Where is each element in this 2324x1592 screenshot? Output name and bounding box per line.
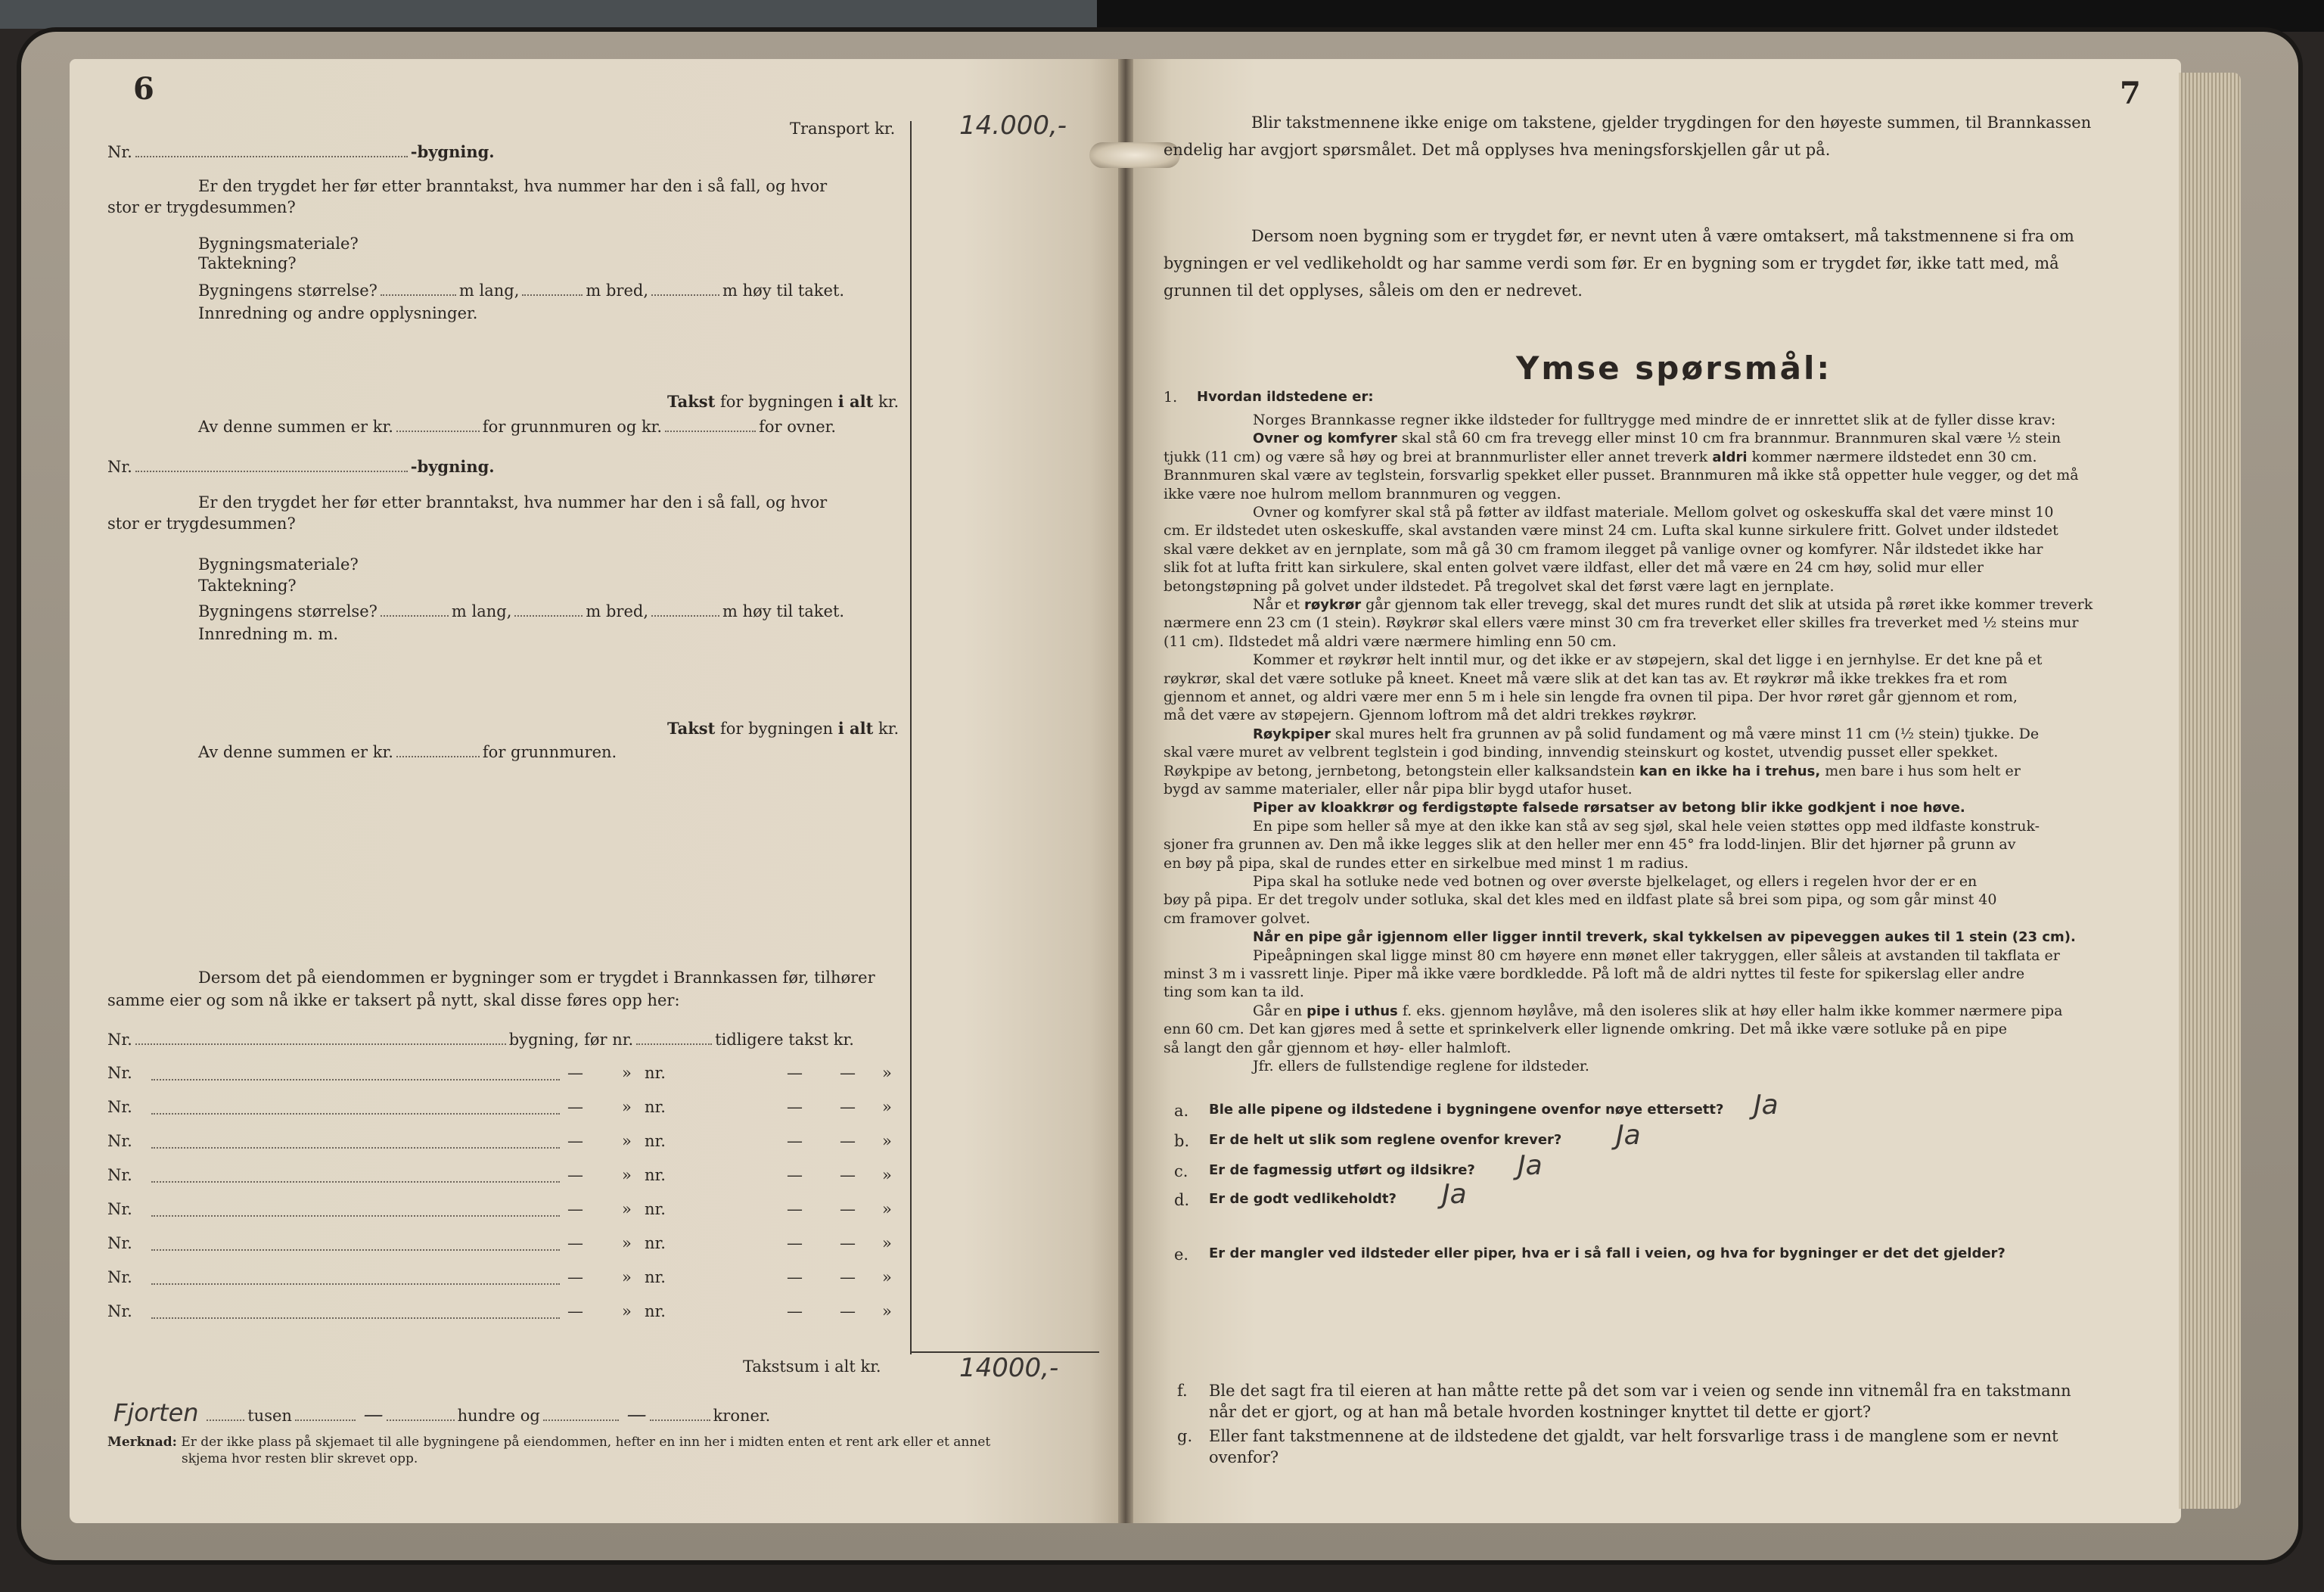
block1-question-1: Er den trygdet her før etter branntakst, hva nummer har den i så fall, og hvor bbox=[198, 177, 828, 195]
rule-line: Ovner og komfyrer skal stå på føtter av ildfast materiale. Mellom golvet og oskeskuffa skal det være minst 10 bbox=[1253, 504, 2054, 521]
rule-line: nærmere enn 23 cm (1 stein). Røykrør skal ellers være minst 30 cm fra treverket eller skilles fra treverket med ½ steins mur bbox=[1164, 614, 2079, 632]
rule-line: tjukk (11 cm) og være så høy og brei at brannmurlister eller annet treverk aldri kommer nærmere ildstedet enn 30 cm. bbox=[1164, 448, 2037, 465]
intro1-line2: endelig har avgjort spørsmålet. Det må opplyses hva meningsforskjellen går ut på. bbox=[1164, 141, 1831, 159]
rule-line: skal være muret av velbrent teglstein i god binding, innvendig steinskurt og kostet, utvendig pusset eller spekket. bbox=[1164, 744, 1999, 761]
question-letter: d. bbox=[1174, 1191, 1190, 1209]
rule-line: Pipa skal ha sotluke nede ved botnen og over øverste bjelkelaget, og ellers i regelen hvor der er en bbox=[1253, 873, 1978, 890]
prior-row-ditto-2: » bbox=[882, 1234, 892, 1252]
block1-material: Bygningsmateriale? bbox=[198, 235, 359, 253]
block1-question-2: stor er trygdesummen? bbox=[107, 198, 296, 216]
book-gutter bbox=[1118, 59, 1133, 1523]
rule-line: cm. Er ildstedet uten oskeskuffe, skal avstanden være minst 24 cm. Lufta skal kunne sirkulere fritt. Golvet under ildstedet bbox=[1164, 522, 2058, 539]
top-strip bbox=[0, 0, 1097, 29]
transport-label: Transport kr. bbox=[790, 120, 896, 138]
prior-row-ditto-2: » bbox=[882, 1132, 892, 1150]
prior-row-dash-1: — bbox=[787, 1132, 803, 1150]
prior-row-ditto-2: » bbox=[882, 1268, 892, 1286]
top-shadow bbox=[1097, 0, 2324, 32]
question-g-line2: ovenfor? bbox=[1209, 1448, 1279, 1466]
prior-row-dash-2: — bbox=[840, 1200, 856, 1218]
rule-line: Pipeåpningen skal ligge minst 80 cm høyere enn mønet eller takryggen, eller såleis at avstanden til takflata er bbox=[1253, 947, 2060, 964]
prior-row-dash: — bbox=[567, 1268, 583, 1286]
rule-line: ikke være noe hulrom mellom brannmuren og veggen. bbox=[1164, 485, 1561, 502]
transport-value: 14.000,- bbox=[959, 110, 1067, 141]
prior-row-dotline bbox=[151, 1113, 560, 1115]
block2-question-2: stor er trygdesummen? bbox=[107, 515, 296, 533]
question-letter: e. bbox=[1174, 1245, 1189, 1264]
amount-words-handwritten: Fjorten bbox=[113, 1398, 199, 1427]
block2-roof: Taktekning? bbox=[198, 577, 297, 595]
block1-nr: Nr. -bygning. bbox=[107, 142, 495, 161]
prior-row-dotline bbox=[151, 1215, 560, 1217]
rule-line: Når en pipe går igjennom eller ligger inntil treverk, skal tykkelsen av pipeveggen aukes til 1 stein (23 cm). bbox=[1253, 929, 2076, 946]
handwritten-answer: Ja bbox=[1616, 1120, 1641, 1151]
rule-line: Røykpiper skal mures helt fra grunnen av på solid fundament og må være minst 11 cm (½ stein) tjukke. De bbox=[1253, 725, 2040, 742]
rule-line: Norges Brannkasse regner ikke ildsteder for fulltrygge med mindre de er innrettet slik at de fyller disse krav: bbox=[1253, 412, 2056, 428]
block2-question-1: Er den trygdet her før etter branntakst, hva nummer har den i så fall, og hvor bbox=[198, 493, 828, 511]
rule-line: ting som kan ta ild. bbox=[1164, 984, 1304, 1001]
prior-row-nr: Nr. bbox=[107, 1234, 132, 1252]
prior-row-dash-2: — bbox=[840, 1098, 856, 1116]
prior-text-2: samme eier og som nå ikke er taksert på nytt, skal disse føres opp her: bbox=[107, 991, 680, 1009]
prior-row-nr-label: nr. bbox=[645, 1234, 666, 1252]
handwritten-answer: Ja bbox=[1518, 1150, 1543, 1181]
question-letter: a. bbox=[1174, 1102, 1189, 1120]
rule-line: Ovner og komfyrer skal stå 60 cm fra trevegg eller minst 10 cm fra brannmur. Brannmuren skal være ½ stein bbox=[1253, 430, 2061, 447]
question-f-line2: når det er gjort, og at han må betale hvorden kostninger knyttet til dette er gjort? bbox=[1209, 1403, 1872, 1421]
prior-row-dash: — bbox=[567, 1234, 583, 1252]
intro2-line1: Dersom noen bygning som er trygdet før, er nevnt uten å være omtaksert, må takstmennene si fra om bbox=[1251, 227, 2074, 245]
question-text: Ble alle pipene og ildstedene i bygningene ovenfor nøye ettersett? bbox=[1209, 1102, 1724, 1118]
rule-line: En pipe som heller så mye at den ikke kan stå av seg sjøl, skal hele veien støttes opp med ildfaste konstruk- bbox=[1253, 817, 2040, 835]
prior-row-nr-label: nr. bbox=[645, 1098, 666, 1116]
prior-row: Nr. bygning, før nr. tidligere takst kr. bbox=[107, 1031, 854, 1049]
rule-line: (11 cm). Ildstedet må aldri være nærmere himling enn 50 cm. bbox=[1164, 633, 1617, 650]
note: Merknad: Er der ikke plass på skjemaet til alle bygningene på eiendommen, hefter en inn her i midten enten et rent ark eller et annet bbox=[107, 1435, 991, 1450]
prior-text-1: Dersom det på eiendommen er bygninger som er trygdet i Brannkassen før, tilhører bbox=[198, 969, 875, 987]
rule-line: enn 60 cm. Det kan gjøres med å sette et sprinkelverk eller lignende omkring. Det må ikke være sotluke på en pipe bbox=[1164, 1021, 2008, 1038]
page-number-right: 7 bbox=[2120, 76, 2141, 111]
prior-row-nr-label: nr. bbox=[645, 1166, 666, 1184]
block2-sum: Av denne summen er kr. for grunnmuren. bbox=[198, 743, 617, 761]
prior-row-nr-label: nr. bbox=[645, 1132, 666, 1150]
rule-line: sjoner fra grunnen av. Den må ikke legges slik at den heller mer enn 45° fra lodd-linjen. Blir det hjørner på grunn av bbox=[1164, 836, 2016, 854]
question-f-line1: Ble det sagt fra til eieren at han måtte rette på det som var i veien og sende inn vitnemål fra en takstmann bbox=[1209, 1382, 2071, 1400]
rule-line: skal være dekket av en jernplate, som må gå 30 cm framom ilegget på vanlige ovner og komfyrer. Når ildstedet ikke har bbox=[1164, 540, 2043, 558]
prior-row-dash-1: — bbox=[787, 1200, 803, 1218]
prior-row-dash: — bbox=[567, 1302, 583, 1320]
block2-size: Bygningens størrelse? m lang, m bred, m høy til taket. bbox=[198, 602, 845, 620]
prior-row-dash-1: — bbox=[787, 1166, 803, 1184]
total-value: 14000,- bbox=[959, 1353, 1059, 1383]
question-text: Er de helt ut slik som reglene ovenfor krever? bbox=[1209, 1132, 1562, 1148]
question-text: Er de godt vedlikeholdt? bbox=[1209, 1191, 1397, 1207]
prior-row-dash: — bbox=[567, 1098, 583, 1116]
prior-row-dash-1: — bbox=[787, 1064, 803, 1082]
question-letter: b. bbox=[1174, 1132, 1190, 1150]
rule-line: Røykpipe av betong, jernbetong, betongstein eller kalksandstein kan en ikke ha i trehus, men bare i hus som helt er bbox=[1164, 762, 2021, 779]
question-letter: c. bbox=[1174, 1162, 1188, 1180]
prior-row-ditto: » bbox=[622, 1132, 632, 1150]
question-g-line1: Eller fant takstmennene at de ildstedene det gjaldt, var helt forsvarlige trass i de manglene som er nevnt bbox=[1209, 1427, 2058, 1445]
rule-line: betongstøpning på golvet under ildstedet. På tregolvet skal det først være lagt en jernplate. bbox=[1164, 577, 1835, 595]
prior-row-ditto-2: » bbox=[882, 1302, 892, 1320]
intro1-line1: Blir takstmennene ikke enige om takstene, gjelder trygdingen for den høyeste summen, til Brannkassen bbox=[1251, 113, 2092, 132]
block2-material: Bygningsmateriale? bbox=[198, 555, 359, 574]
prior-row-nr: Nr. bbox=[107, 1098, 132, 1116]
note-line-2: skjema hvor resten blir skrevet opp. bbox=[182, 1451, 418, 1466]
block1-interior: Innredning og andre opplysninger. bbox=[198, 304, 478, 322]
prior-row-ditto-2: » bbox=[882, 1166, 892, 1184]
prior-row-ditto-2: » bbox=[882, 1200, 892, 1218]
rule-line: en bøy på pipa, skal de rundes etter en sirkelbue med minst 1 m radius. bbox=[1164, 854, 1689, 872]
prior-row-nr: Nr. bbox=[107, 1132, 132, 1150]
prior-row-nr-label: nr. bbox=[645, 1302, 666, 1320]
page-edges bbox=[2179, 73, 2241, 1509]
prior-row-nr: Nr. bbox=[107, 1302, 132, 1320]
rule-line: cm framover golvet. bbox=[1164, 909, 1311, 927]
total-label: Takstsum i alt kr. bbox=[743, 1357, 881, 1376]
prior-row-ditto: » bbox=[622, 1166, 632, 1184]
block1-takst: Takst for bygningen i alt kr. bbox=[667, 392, 899, 411]
block2-nr: Nr. -bygning. bbox=[107, 457, 495, 476]
prior-row-nr: Nr. bbox=[107, 1064, 132, 1082]
rule-line: gjennom et annet, og aldri være mer enn 5 m i hele sin lengde fra ovnen til pipa. Der hvor røret går gjennom et rom, bbox=[1164, 689, 2018, 705]
prior-row-ditto: » bbox=[622, 1268, 632, 1286]
prior-row-dash-2: — bbox=[840, 1132, 856, 1150]
rule-line: Når et røykrør går gjennom tak eller trevegg, skal det mures rundt det slik at utsida på røret ikke kommer treverk bbox=[1253, 596, 2093, 613]
prior-row-nr: Nr. bbox=[107, 1166, 132, 1184]
block1-roof: Taktekning? bbox=[198, 254, 297, 272]
prior-row-dotline bbox=[151, 1283, 560, 1285]
rule-line: Brannmuren skal være av teglstein, forsvarlig spekket eller pusset. Brannmuren må ikke stå oppetter hule vegger, og det må bbox=[1164, 467, 2079, 484]
handwritten-answer: Ja bbox=[1754, 1090, 1779, 1121]
block2-interior: Innredning m. m. bbox=[198, 625, 338, 643]
rule-line: bygd av samme materialer, eller når pipa blir bygd utafor huset. bbox=[1164, 781, 1633, 798]
rule-line: bøy på pipa. Er det tregolv under sotluka, skal det kles med en ildfast plate så brei som pipa, og som går minst 40 bbox=[1164, 891, 1997, 909]
prior-row-ditto: » bbox=[622, 1234, 632, 1252]
prior-row-nr: Nr. bbox=[107, 1200, 132, 1218]
prior-row-ditto: » bbox=[622, 1302, 632, 1320]
prior-row-ditto: » bbox=[622, 1200, 632, 1218]
question-1-number: 1. bbox=[1164, 389, 1178, 406]
prior-row-nr-label: nr. bbox=[645, 1200, 666, 1218]
words-line: Fjorten tusen — hundre og — kroner. bbox=[113, 1398, 771, 1427]
prior-row-dotline bbox=[151, 1181, 560, 1183]
prior-row-dotline bbox=[151, 1317, 560, 1319]
prior-row-dash-1: — bbox=[787, 1098, 803, 1116]
prior-row-dash: — bbox=[567, 1064, 583, 1082]
page-number-left: 6 bbox=[133, 71, 154, 107]
question-1-title: Hvordan ildstedene er: bbox=[1197, 389, 1374, 405]
rule-line: slik fot at lufta fritt kan sirkulere, skal enten golvet være ildfast, eller det må være en 24 cm høy, solid mur eller bbox=[1164, 559, 1984, 577]
rule-line: Kommer et røykrør helt inntil mur, og det ikke er av støpejern, skal det ligge i en jernhylse. Er det kne på et bbox=[1253, 651, 2043, 669]
prior-row-ditto: » bbox=[622, 1098, 632, 1116]
question-g-label: g. bbox=[1177, 1427, 1193, 1445]
prior-row-ditto-2: » bbox=[882, 1098, 892, 1116]
rule-line: Jfr. ellers de fullstendige reglene for ildsteder. bbox=[1253, 1058, 1589, 1074]
prior-row-ditto: » bbox=[622, 1064, 632, 1082]
left-page bbox=[70, 59, 1121, 1523]
rule-line: minst 3 m i vassrett linje. Piper må ikke være bordkledde. På loft må de aldri nyttes til feste for spikerslag eller andre bbox=[1164, 965, 2025, 982]
question-text: Er de fagmessig utført og ildsikre? bbox=[1209, 1162, 1475, 1178]
intro2-line2: bygningen er vel vedlikeholdt og har samme verdi som før. Er en bygning som er trygdet før, ikke tatt med, må bbox=[1164, 254, 2059, 272]
amount-column-rule bbox=[910, 121, 912, 1354]
rule-line: Går en pipe i uthus f. eks. gjennom høylåve, må den isoleres slik at høy eller halm ikke kommer nærmere pipa bbox=[1253, 1002, 2063, 1019]
prior-row-nr: Nr. bbox=[107, 1268, 132, 1286]
intro2-line3: grunnen til det opplyses, såleis om den er nedrevet. bbox=[1164, 281, 1583, 300]
rule-line: må det være av støpejern. Gjennom loftrom må det aldri trekkes røykrør. bbox=[1164, 707, 1697, 724]
prior-row-dotline bbox=[151, 1147, 560, 1149]
prior-row-dash-1: — bbox=[787, 1234, 803, 1252]
prior-row-ditto-2: » bbox=[882, 1064, 892, 1082]
question-text: Er der mangler ved ildsteder eller piper, hva er i så fall i veien, og hva for bygninger er det det gjelder? bbox=[1209, 1245, 2006, 1261]
block1-size: Bygningens størrelse? m lang, m bred, m høy til taket. bbox=[198, 281, 845, 300]
question-f-label: f. bbox=[1177, 1382, 1188, 1400]
prior-row-dotline bbox=[151, 1249, 560, 1251]
prior-row-dash-2: — bbox=[840, 1268, 856, 1286]
prior-row-dash-1: — bbox=[787, 1268, 803, 1286]
rule-line: røykrør, skal det være sotluke på kneet. Kneet må være slik at det kan tas av. Et røykrør må ikke trekkes fra et rom bbox=[1164, 670, 2008, 687]
block1-sum: Av denne summen er kr. for grunnmuren og kr. for ovner. bbox=[198, 418, 837, 436]
section-heading: Ymse spørsmål: bbox=[1516, 350, 1832, 387]
block2-takst: Takst for bygningen i alt kr. bbox=[667, 719, 899, 738]
handwritten-answer: Ja bbox=[1442, 1179, 1467, 1210]
prior-row-dash-2: — bbox=[840, 1302, 856, 1320]
rule-line: så langt den går gjennom et høy- eller halmloft. bbox=[1164, 1039, 1512, 1056]
prior-row-dash: — bbox=[567, 1200, 583, 1218]
prior-row-dash-2: — bbox=[840, 1064, 856, 1082]
prior-row-dash: — bbox=[567, 1132, 583, 1150]
prior-row-nr-label: nr. bbox=[645, 1064, 666, 1082]
prior-row-nr-label: nr. bbox=[645, 1268, 666, 1286]
prior-row-dash-1: — bbox=[787, 1302, 803, 1320]
rule-line: Piper av kloakkrør og ferdigstøpte falsede rørsatser av betong blir ikke godkjent i noe høve. bbox=[1253, 800, 1965, 816]
prior-row-dash-2: — bbox=[840, 1234, 856, 1252]
prior-row-dash-2: — bbox=[840, 1166, 856, 1184]
prior-row-dash: — bbox=[567, 1166, 583, 1184]
prior-row-dotline bbox=[151, 1079, 560, 1081]
